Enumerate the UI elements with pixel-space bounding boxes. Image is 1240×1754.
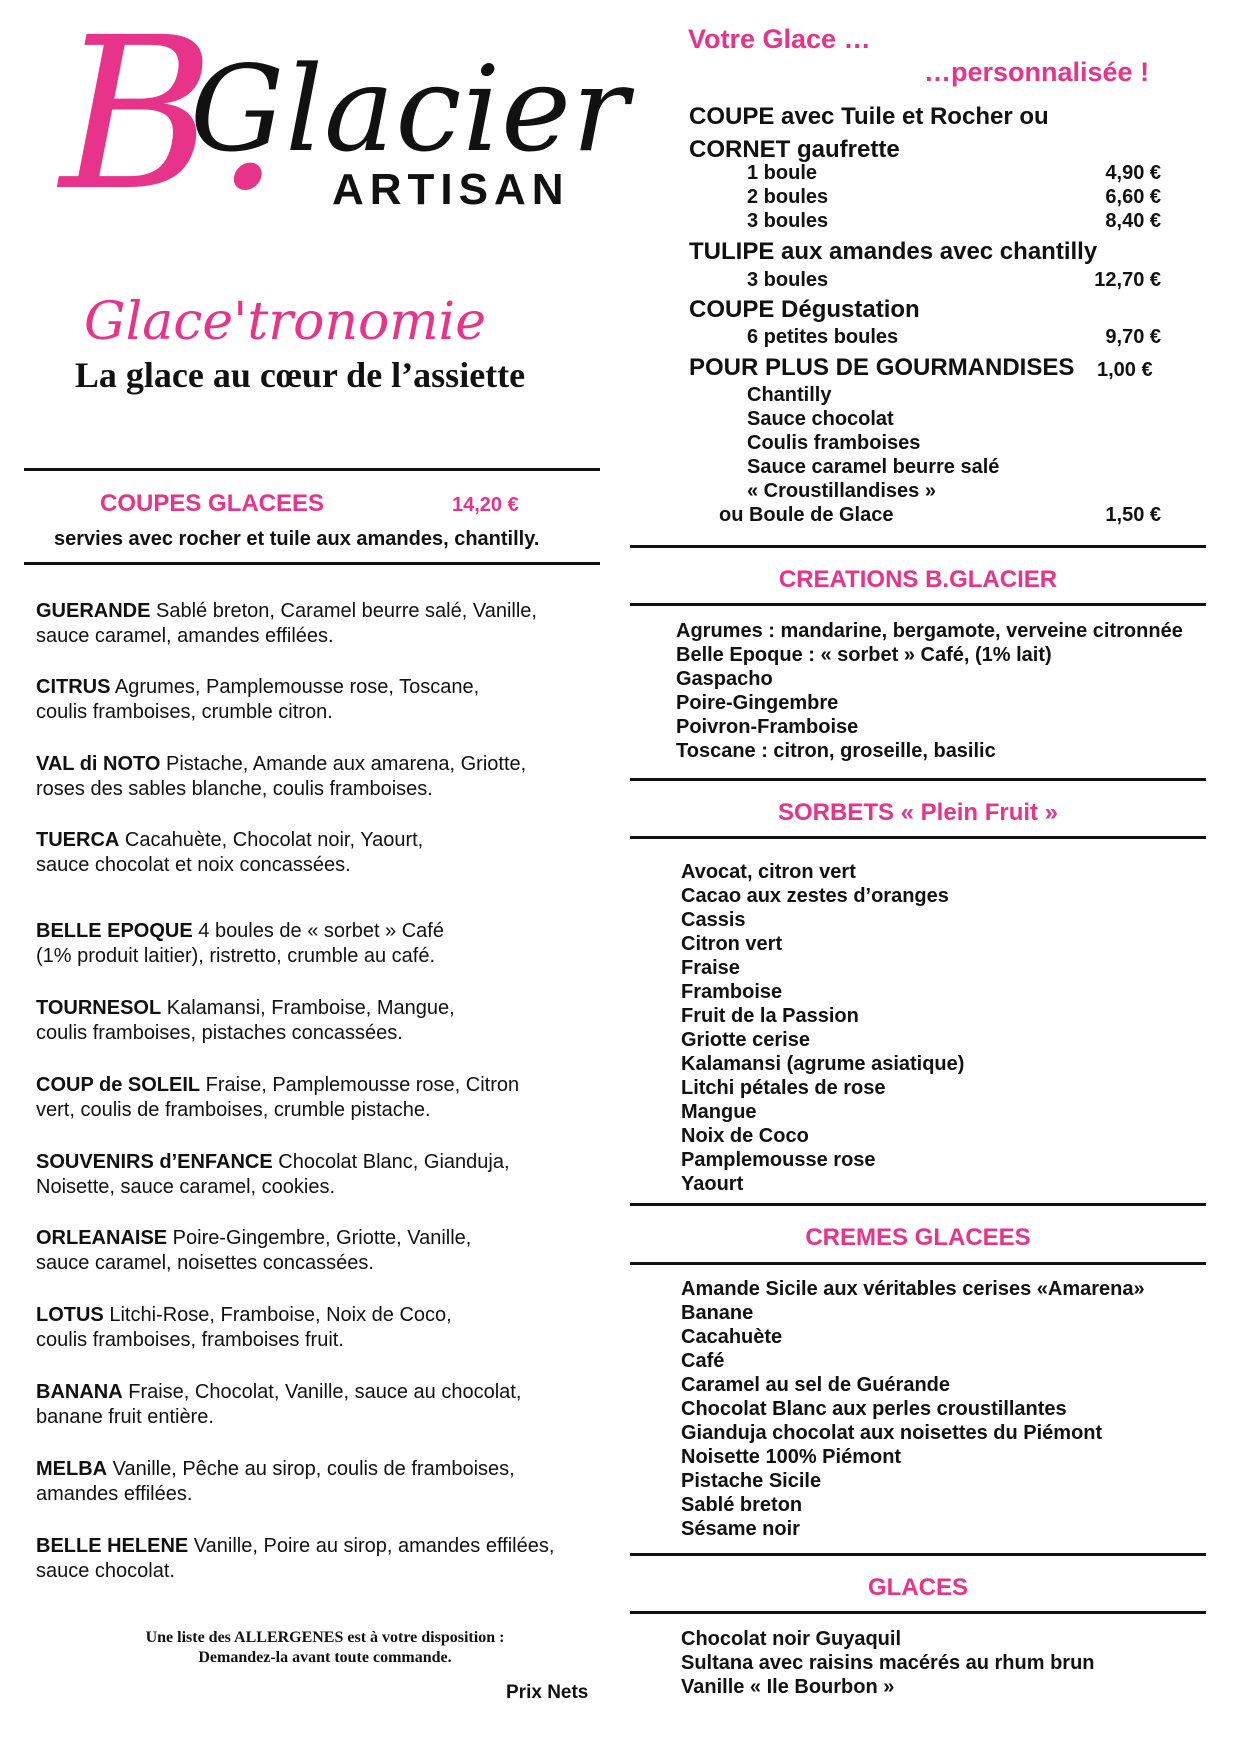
divider <box>630 603 1206 606</box>
creme-item: Sablé breton <box>681 1494 803 1516</box>
gourm-price: 1,00 € <box>1097 359 1153 381</box>
creme-item: Amande Sicile aux véritables cerises «Amarena» <box>681 1278 1145 1300</box>
coupe-line <box>36 599 537 624</box>
coupe-line <box>36 1534 554 1559</box>
coupe-name: VAL di NOTO <box>36 753 161 775</box>
creation-item: Belle Epoque : « sorbet » Café, (1% lait) <box>676 644 1052 666</box>
logo-name: Glacier <box>190 40 630 178</box>
coupe-desc: coulis framboises, crumble citron. <box>36 700 333 723</box>
coupe-desc: sauce chocolat et noix concassées. <box>36 853 351 876</box>
coupe-item <box>36 1380 521 1429</box>
coupe-name: TUERCA <box>36 829 120 851</box>
coupe-desc: Sablé breton, Caramel beurre salé, Vanille, <box>150 600 537 622</box>
coupe-line <box>36 828 423 853</box>
price-value: 12,70 € <box>1094 269 1161 291</box>
coupe-desc: coulis framboises, framboises fruit. <box>36 1328 344 1351</box>
creations-list <box>676 619 1183 763</box>
sorbet-item: Cacao aux zestes d’oranges <box>681 885 949 907</box>
sorbet-item: Framboise <box>681 981 783 1003</box>
coupe-name: CITRUS <box>36 676 111 698</box>
creme-item: Sésame noir <box>681 1518 800 1540</box>
coupes-price: 14,20 € <box>452 494 519 516</box>
creation-item: Poire-Gingembre <box>676 692 839 714</box>
sorbet-item: Fruit de la Passion <box>681 1005 859 1027</box>
price-row <box>747 161 1161 185</box>
tagline: Glace'tronomie <box>84 292 486 352</box>
sorbets-title: SORBETS « Plein Fruit » <box>777 799 1059 826</box>
coupe-desc: Fraise, Chocolat, Vanille, sauce au chocolat, <box>122 1381 522 1403</box>
logo <box>60 0 630 237</box>
coupe-item <box>36 675 479 724</box>
glaces-list <box>681 1627 1095 1699</box>
sorbet-item: Kalamansi (agrume asiatique) <box>681 1053 965 1075</box>
coupe-line <box>36 752 526 777</box>
coupe-line <box>36 996 455 1021</box>
coupe-name: BELLE EPOQUE <box>36 920 193 942</box>
coupe-cornet-line: CORNET gaufrette <box>689 136 900 163</box>
coupe-desc: Vanille, Pêche au sirop, coulis de framboises, <box>107 1458 515 1480</box>
creme-item: Gianduja chocolat aux noisettes du Piémont <box>681 1422 1103 1444</box>
creme-item: Chocolat Blanc aux perles croustillantes <box>681 1398 1067 1420</box>
divider <box>630 778 1206 781</box>
coupe-line <box>36 1303 452 1328</box>
price-label: 3 boules <box>747 210 829 232</box>
sorbet-item: Pamplemousse rose <box>681 1149 876 1171</box>
creme-item: Caramel au sel de Guérande <box>681 1374 951 1396</box>
coupe-desc: vert, coulis de framboises, crumble pistache. <box>36 1098 431 1121</box>
price-row <box>747 268 1161 292</box>
sorbet-item: Cassis <box>681 909 746 931</box>
coupe-line <box>36 1226 471 1251</box>
coupe-desc: Cacahuète, Chocolat noir, Yaourt, <box>119 829 424 851</box>
coupe-desc: Chocolat Blanc, Gianduja, <box>272 1151 510 1173</box>
allergen-line: Une liste des ALLERGENES est à votre disposition : <box>145 1629 505 1646</box>
divider <box>630 1262 1206 1265</box>
coupe-desc: banane fruit entière. <box>36 1405 214 1428</box>
coupe-desc: roses des sables blanche, coulis framboises. <box>36 777 433 800</box>
divider <box>630 545 1206 548</box>
price-row <box>719 503 1161 527</box>
coupe-item <box>36 752 526 801</box>
glace-item: Chocolat noir Guyaquil <box>681 1628 902 1650</box>
coupe-desc: amandes effilées. <box>36 1482 193 1505</box>
coupe-item <box>36 1534 554 1583</box>
coupe-desc: coulis framboises, pistaches concassées. <box>36 1021 403 1044</box>
coupe-line <box>36 1073 519 1098</box>
cremes-list <box>681 1277 1145 1541</box>
sorbet-item: Litchi pétales de rose <box>681 1077 886 1099</box>
boules-prices <box>747 161 1161 233</box>
coupe-desc: Kalamansi, Framboise, Mangue, <box>161 997 455 1019</box>
allergen-notice <box>0 1628 650 1668</box>
divider <box>24 562 600 565</box>
coupe-line <box>36 919 444 944</box>
coupe-item <box>36 996 455 1045</box>
sorbet-item: Fraise <box>681 957 740 979</box>
sorbet-item: Avocat, citron vert <box>681 861 856 883</box>
sorbet-item: Noix de Coco <box>681 1125 809 1147</box>
price-value: 6,60 € <box>1105 186 1161 208</box>
coupe-desc: Fraise, Pamplemousse rose, Citron <box>200 1074 520 1096</box>
creations-title: CREATIONS B.GLACIER <box>778 566 1058 593</box>
degust-title: COUPE Dégustation <box>689 296 920 323</box>
coupe-item <box>36 919 444 968</box>
coupe-item <box>36 1457 515 1506</box>
price-value: 4,90 € <box>1105 162 1161 184</box>
coupes-description: servies avec rocher et tuile aux amandes, chantilly. <box>54 528 540 550</box>
price-label: ou Boule de Glace <box>719 504 894 526</box>
creme-item: Café <box>681 1350 725 1372</box>
coupe-desc: Litchi-Rose, Framboise, Noix de Coco, <box>103 1304 452 1326</box>
coupe-desc: sauce caramel, amandes effilées. <box>36 624 334 647</box>
creation-item: Agrumes : mandarine, bergamote, verveine citronnée <box>676 620 1183 642</box>
glace-item: Vanille « Ile Bourbon » <box>681 1676 895 1698</box>
sorbet-item: Yaourt <box>681 1173 744 1195</box>
gourm-list <box>747 383 999 503</box>
coupe-line <box>36 1457 515 1482</box>
coupe-name: ORLEANAISE <box>36 1227 168 1249</box>
coupe-desc: Agrumes, Pamplemousse rose, Toscane, <box>110 676 480 698</box>
price-label: 6 petites boules <box>747 326 899 348</box>
divider <box>630 836 1206 839</box>
coupe-line <box>36 1150 510 1175</box>
coupe-desc: sauce chocolat. <box>36 1559 175 1582</box>
price-value: 8,40 € <box>1105 210 1161 232</box>
divider <box>630 1611 1206 1614</box>
glaces-title: GLACES <box>867 1574 968 1601</box>
gourm-item: Chantilly <box>747 384 832 406</box>
coupe-desc: Pistache, Amande aux amarena, Griotte, <box>160 753 527 775</box>
gourm-item: Sauce caramel beurre salé <box>747 456 1000 478</box>
price-label: 2 boules <box>747 186 829 208</box>
coupe-item <box>36 828 423 877</box>
divider <box>24 468 600 471</box>
coupe-item <box>36 599 537 648</box>
coupe-name: TOURNESOL <box>36 997 162 1019</box>
coupe-desc: 4 boules de « sorbet » Café <box>192 920 444 942</box>
logo-artisan: ARTISAN <box>332 165 570 214</box>
logo-initial: B. <box>60 0 282 237</box>
divider <box>630 1553 1206 1556</box>
subtitle: La glace au cœur de l’assiette <box>74 355 526 395</box>
coupe-name: BANANA <box>36 1381 123 1403</box>
coupe-desc: Noisette, sauce caramel, cookies. <box>36 1175 336 1198</box>
custom-title-2: …personnalisée ! <box>924 57 1150 87</box>
creation-item: Poivron-Framboise <box>676 716 859 738</box>
coupe-name: LOTUS <box>36 1304 104 1326</box>
gourm-title: POUR PLUS DE GOURMANDISES <box>689 354 1075 381</box>
coupe-desc: sauce caramel, noisettes concassées. <box>36 1251 374 1274</box>
price-label: 1 boule <box>747 162 818 184</box>
coupe-line <box>36 675 479 700</box>
cremes-title: CREMES GLACEES <box>805 1224 1031 1251</box>
sorbet-item: Citron vert <box>681 933 783 955</box>
gourm-item: Sauce chocolat <box>747 408 894 430</box>
creme-item: Pistache Sicile <box>681 1470 822 1492</box>
gourm-item: Coulis framboises <box>747 432 921 454</box>
price-row <box>747 209 1161 233</box>
coupe-item <box>36 1150 510 1199</box>
coupes-title: COUPES GLACEES <box>100 490 325 517</box>
coupe-desc: Poire-Gingembre, Griotte, Vanille, <box>167 1227 472 1249</box>
price-label: 3 boules <box>747 269 829 291</box>
coupe-item <box>36 1226 471 1275</box>
price-value: 1,50 € <box>1105 504 1161 526</box>
sorbet-item: Griotte cerise <box>681 1029 810 1051</box>
coupe-name: COUP de SOLEIL <box>36 1074 201 1096</box>
gourm-item: « Croustillandises » <box>747 480 936 502</box>
prix-nets: Prix Nets <box>506 1682 589 1703</box>
creation-item: Gaspacho <box>676 668 773 690</box>
price-row <box>747 185 1161 209</box>
creme-item: Banane <box>681 1302 754 1324</box>
coupe-name: MELBA <box>36 1458 108 1480</box>
divider <box>630 1203 1206 1206</box>
coupe-name: GUERANDE <box>36 600 151 622</box>
allergen-line: Demandez-la avant toute commande. <box>198 1649 452 1666</box>
coupe-item <box>36 1303 452 1352</box>
tulipe-title: TULIPE aux amandes avec chantilly <box>689 238 1098 265</box>
coupe-cornet-title <box>689 100 1049 166</box>
sorbets-list <box>681 860 964 1196</box>
creation-item: Toscane : citron, groseille, basilic <box>676 740 996 762</box>
custom-title-1: Votre Glace … <box>688 24 871 54</box>
sorbet-item: Mangue <box>681 1101 757 1123</box>
price-value: 9,70 € <box>1105 326 1161 348</box>
coupe-cornet-line: COUPE avec Tuile et Rocher ou <box>689 103 1049 130</box>
glace-item: Sultana avec raisins macérés au rhum brun <box>681 1652 1095 1674</box>
coupe-line <box>36 1380 521 1405</box>
coupe-name: SOUVENIRS d’ENFANCE <box>36 1151 273 1173</box>
coupe-desc: Vanille, Poire au sirop, amandes effilées, <box>188 1535 555 1557</box>
coupe-desc: (1% produit laitier), ristretto, crumble au café. <box>36 944 436 967</box>
coupe-name: BELLE HELENE <box>36 1535 189 1557</box>
price-row <box>747 325 1161 349</box>
creme-item: Noisette 100% Piémont <box>681 1446 902 1468</box>
coupe-item <box>36 1073 519 1122</box>
creme-item: Cacahuète <box>681 1326 783 1348</box>
